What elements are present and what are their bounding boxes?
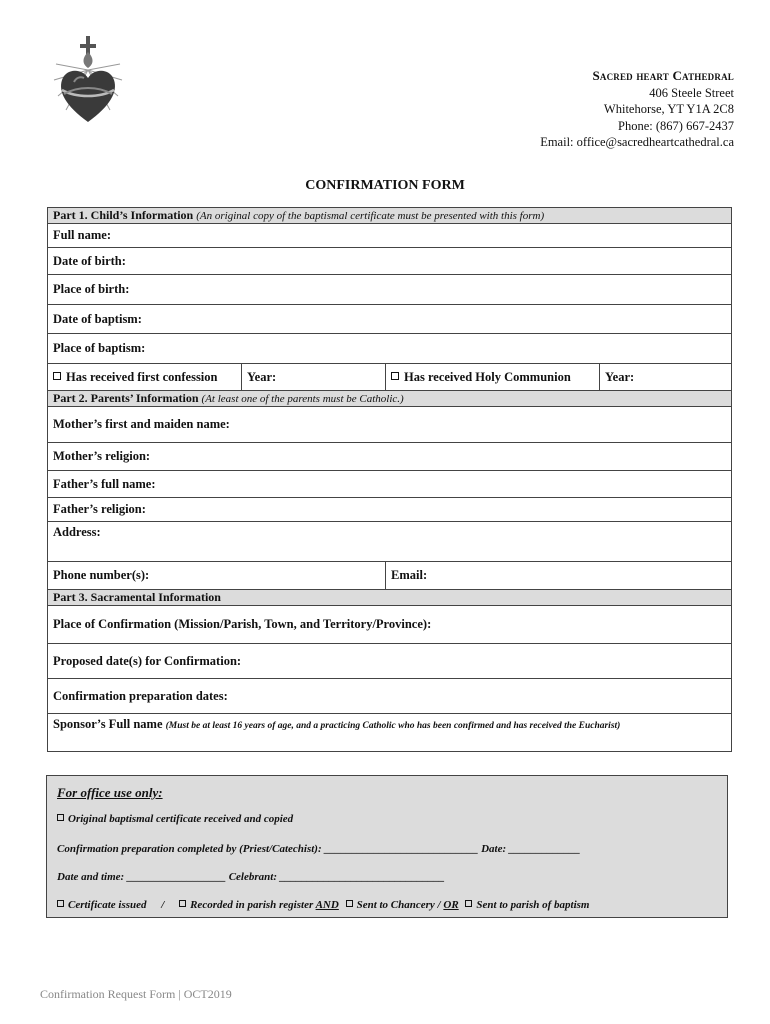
cert-received-label: Original baptismal certificate received and copied [68,813,294,825]
cert-received-checkbox[interactable] [57,813,293,825]
confirmation-place-field[interactable] [48,606,732,644]
recorded-register-checkbox[interactable] [179,899,313,911]
sponsor-name-label: Sponsor’s Full name [53,717,163,731]
checkbox-icon [179,900,186,907]
separator-slash: / [161,899,165,911]
phone-line: Phone: (867) 667-2437 [618,118,734,133]
sacred-heart-icon [52,34,124,126]
place-of-baptism-field[interactable] [48,334,732,364]
first-confession-checkbox[interactable] [48,364,242,391]
sent-parish-checkbox[interactable] [465,899,589,911]
address-field[interactable] [48,522,732,562]
place-of-baptism-label: Place of baptism: [53,341,146,355]
communion-year-label: Year: [605,369,635,384]
sent-chancery-checkbox[interactable] [346,899,441,911]
father-name-label: Father’s full name: [53,476,156,491]
part2-header [48,391,732,407]
parent-email-label: Email: [391,568,428,582]
holy-communion-label: Has received Holy Communion [404,369,571,384]
address-label: Address: [53,525,101,539]
full-name-label: Full name: [53,228,111,242]
form-title: CONFIRMATION FORM [305,178,465,193]
full-name-field[interactable] [48,224,732,248]
preparation-dates-label: Confirmation preparation dates: [53,688,228,703]
date-celebrant-line[interactable]: Date and time: __________________ Celebrant: ______________________________ [57,871,445,883]
parish-address [540,68,734,151]
date-of-baptism-field[interactable] [48,305,732,334]
cert-issued-checkbox[interactable] [57,899,147,911]
father-name-field[interactable] [48,471,732,498]
proposed-dates-label: Proposed date(s) for Confirmation: [53,653,242,668]
proposed-dates-field[interactable] [48,644,732,679]
place-of-birth-label: Place of birth: [53,282,130,296]
part2-note: (At least one of the parents must be Catholic.) [201,393,404,405]
first-confession-label: Has received first confession [66,369,218,384]
checkbox-icon [53,372,61,380]
phone-number-field[interactable] [48,562,386,590]
part1-note: (An original copy of the baptismal certificate must be presented with this form) [196,210,545,222]
office-use-heading: For office use only: [57,785,163,800]
father-religion-field[interactable] [48,498,732,522]
confirmation-place-label: Place of Confirmation (Mission/Parish, Town, and Territory/Province): [53,617,432,631]
city-postal: Whitehorse, YT Y1A 2C8 [603,102,734,116]
checkbox-icon [57,814,64,821]
holy-communion-checkbox[interactable] [386,364,600,391]
confirmation-form-table [47,207,732,752]
communion-year-field[interactable] [600,364,732,391]
checkbox-icon [465,900,472,907]
and-label: AND [315,899,339,911]
or-label: OR [443,899,459,911]
confession-year-label: Year: [247,369,277,384]
sponsor-note: (Must be at least 16 years of age, and a practicing Catholic who has been confirmed and has received the Eucharist) [165,721,621,731]
street-address: 406 Steele Street [649,85,734,100]
part1-title: Part 1. Child’s Information [53,208,194,222]
sent-parish-label: Sent to parish of baptism [476,899,590,911]
mother-name-label: Mother’s first and maiden name: [53,417,230,431]
email-line: Email: office@sacredheartcathedral.ca [540,135,734,149]
recorded-register-label: Recorded in parish register [190,899,314,911]
page-footer: Confirmation Request Form | OCT2019 [40,987,232,1001]
checkbox-icon [391,372,399,380]
sponsor-name-field[interactable] [48,714,732,752]
date-of-birth-field[interactable] [48,248,732,275]
parent-email-field[interactable] [386,562,732,590]
date-of-birth-label: Date of birth: [53,253,126,268]
prep-completed-line[interactable]: Confirmation preparation completed by (Priest/Catechist): ____________________________ Date: _____________ [57,843,581,855]
part3-title: Part 3. Sacramental Information [53,590,221,604]
org-name: Sacred heart Cathedral [592,68,734,83]
mother-religion-label: Mother’s religion: [53,449,151,463]
part2-title: Part 2. Parents’ Information [53,391,199,405]
checkbox-icon [346,900,353,907]
preparation-dates-field[interactable] [48,679,732,714]
date-of-baptism-label: Date of baptism: [53,311,142,326]
checkbox-icon [57,900,64,907]
phone-number-label: Phone number(s): [53,568,150,582]
part3-header [48,590,732,606]
place-of-birth-field[interactable] [48,275,732,305]
father-religion-label: Father’s religion: [53,502,146,516]
sent-chancery-label: Sent to Chancery / [356,899,441,911]
mother-religion-field[interactable] [48,443,732,471]
cert-issued-label: Certificate issued [68,899,147,911]
mother-name-field[interactable] [48,407,732,443]
office-status-row [57,899,589,911]
office-use-section [46,775,728,918]
part1-header [48,208,732,224]
confession-year-field[interactable] [242,364,386,391]
